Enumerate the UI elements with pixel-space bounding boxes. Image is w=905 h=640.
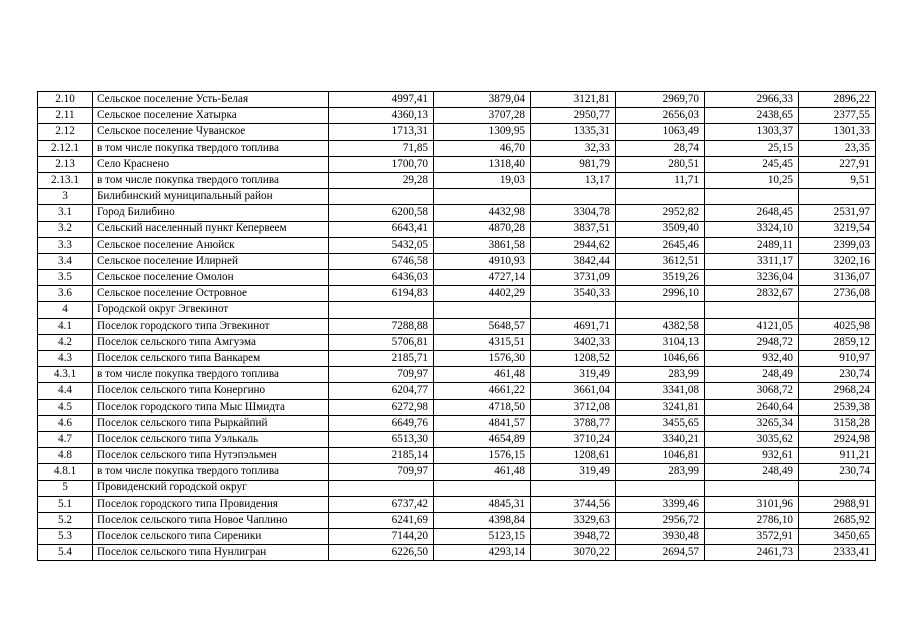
value-cell: 1046,81 (616, 448, 705, 464)
value-cell: 2988,91 (799, 496, 876, 512)
value-cell: 245,45 (705, 156, 799, 172)
value-cell: 32,33 (531, 140, 616, 156)
value-cell: 13,17 (531, 172, 616, 188)
table-row (38, 189, 876, 205)
value-cell: 6513,30 (329, 431, 434, 447)
value-cell (616, 189, 705, 205)
value-cell: 2924,98 (799, 431, 876, 447)
value-cell: 227,91 (799, 156, 876, 172)
value-cell: 2956,72 (616, 512, 705, 528)
value-cell: 280,51 (616, 156, 705, 172)
value-cell: 6746,58 (329, 253, 434, 269)
value-cell: 19,03 (434, 172, 531, 188)
value-cell: 6649,76 (329, 415, 434, 431)
row-name-cell: Поселок сельского типа Уэлькаль (93, 431, 329, 447)
value-cell: 3035,62 (705, 431, 799, 447)
value-cell: 3219,54 (799, 221, 876, 237)
value-cell: 6226,50 (329, 545, 434, 561)
row-name-cell: Сельское поселение Чуванское (93, 124, 329, 140)
value-cell: 981,79 (531, 156, 616, 172)
value-cell: 4997,41 (329, 92, 434, 108)
value-cell: 3837,51 (531, 221, 616, 237)
table-row (38, 237, 876, 253)
value-cell: 230,74 (799, 464, 876, 480)
value-cell: 3540,33 (531, 286, 616, 302)
row-number-cell: 2.11 (38, 108, 93, 124)
value-cell: 4691,71 (531, 318, 616, 334)
value-cell: 3788,77 (531, 415, 616, 431)
value-cell: 2399,03 (799, 237, 876, 253)
value-cell: 4293,14 (434, 545, 531, 561)
row-name-cell: Поселок сельского типа Конергино (93, 383, 329, 399)
row-number-cell: 5 (38, 480, 93, 496)
value-cell (329, 189, 434, 205)
value-cell: 4360,13 (329, 108, 434, 124)
value-cell: 4402,29 (434, 286, 531, 302)
value-cell: 3121,81 (531, 92, 616, 108)
value-cell: 2969,70 (616, 92, 705, 108)
value-cell: 71,85 (329, 140, 434, 156)
row-name-cell: Сельское поселение Островное (93, 286, 329, 302)
value-cell: 3707,28 (434, 108, 531, 124)
value-cell: 3136,07 (799, 270, 876, 286)
table-row (38, 205, 876, 221)
value-cell: 2461,73 (705, 545, 799, 561)
value-cell: 2859,12 (799, 334, 876, 350)
row-name-cell: Билибинский муниципальный район (93, 189, 329, 205)
value-cell: 6436,03 (329, 270, 434, 286)
value-cell: 4398,84 (434, 512, 531, 528)
value-cell: 6194,83 (329, 286, 434, 302)
table-row (38, 448, 876, 464)
value-cell: 3068,72 (705, 383, 799, 399)
value-cell: 3861,58 (434, 237, 531, 253)
value-cell: 461,48 (434, 367, 531, 383)
value-cell: 3101,96 (705, 496, 799, 512)
row-number-cell: 4.3.1 (38, 367, 93, 383)
row-name-cell: Сельское поселение Хатырка (93, 108, 329, 124)
value-cell: 4654,89 (434, 431, 531, 447)
value-cell (799, 480, 876, 496)
value-cell: 248,49 (705, 367, 799, 383)
row-number-cell: 2.10 (38, 92, 93, 108)
row-name-cell: Сельское поселение Усть-Белая (93, 92, 329, 108)
row-name-cell: Поселок сельского типа Нунлигран (93, 545, 329, 561)
row-name-cell: Сельское поселение Анюйск (93, 237, 329, 253)
value-cell: 461,48 (434, 464, 531, 480)
table-row (38, 529, 876, 545)
table-row (38, 383, 876, 399)
value-cell: 2832,67 (705, 286, 799, 302)
data-table (37, 91, 876, 561)
table-row (38, 286, 876, 302)
value-cell: 7288,88 (329, 318, 434, 334)
row-number-cell: 3.6 (38, 286, 93, 302)
table-row (38, 431, 876, 447)
value-cell (705, 480, 799, 496)
value-cell: 46,70 (434, 140, 531, 156)
table-row (38, 545, 876, 561)
value-cell: 4727,14 (434, 270, 531, 286)
value-cell: 2966,33 (705, 92, 799, 108)
row-number-cell: 5.4 (38, 545, 93, 561)
value-cell: 3402,33 (531, 334, 616, 350)
value-cell (705, 189, 799, 205)
value-cell: 1208,52 (531, 351, 616, 367)
row-number-cell: 3 (38, 189, 93, 205)
value-cell: 1713,31 (329, 124, 434, 140)
value-cell: 3509,40 (616, 221, 705, 237)
value-cell (531, 302, 616, 318)
value-cell: 6737,42 (329, 496, 434, 512)
value-cell: 4025,98 (799, 318, 876, 334)
value-cell: 6204,77 (329, 383, 434, 399)
row-number-cell: 2.13 (38, 156, 93, 172)
row-name-cell: Сельский населенный пункт Кепервеем (93, 221, 329, 237)
value-cell (531, 480, 616, 496)
table-row (38, 334, 876, 350)
value-cell: 2996,10 (616, 286, 705, 302)
row-name-cell: Провиденский городской округ (93, 480, 329, 496)
value-cell: 25,15 (705, 140, 799, 156)
value-cell: 6200,58 (329, 205, 434, 221)
row-number-cell: 4.5 (38, 399, 93, 415)
row-name-cell: Село Краснено (93, 156, 329, 172)
row-name-cell: Поселок городского типа Эгвекинот (93, 318, 329, 334)
value-cell: 283,99 (616, 464, 705, 480)
table-row (38, 253, 876, 269)
value-cell: 3744,56 (531, 496, 616, 512)
value-cell: 5123,15 (434, 529, 531, 545)
value-cell: 3236,04 (705, 270, 799, 286)
value-cell: 4432,98 (434, 205, 531, 221)
value-cell: 1301,33 (799, 124, 876, 140)
value-cell: 283,99 (616, 367, 705, 383)
value-cell: 3304,78 (531, 205, 616, 221)
value-cell: 709,97 (329, 367, 434, 383)
row-number-cell: 4.2 (38, 334, 93, 350)
value-cell: 2736,08 (799, 286, 876, 302)
row-number-cell: 5.2 (38, 512, 93, 528)
row-name-cell: Поселок сельского типа Сиреники (93, 529, 329, 545)
table-row (38, 108, 876, 124)
value-cell: 2640,64 (705, 399, 799, 415)
value-cell: 709,97 (329, 464, 434, 480)
value-cell: 2685,92 (799, 512, 876, 528)
table-body (38, 92, 876, 561)
value-cell: 4382,58 (616, 318, 705, 334)
value-cell: 2438,65 (705, 108, 799, 124)
value-cell: 1335,31 (531, 124, 616, 140)
value-cell: 4315,51 (434, 334, 531, 350)
value-cell: 1576,15 (434, 448, 531, 464)
value-cell: 3731,09 (531, 270, 616, 286)
value-cell: 2185,71 (329, 351, 434, 367)
table-row (38, 92, 876, 108)
value-cell: 3311,17 (705, 253, 799, 269)
value-cell: 2948,72 (705, 334, 799, 350)
value-cell: 2333,41 (799, 545, 876, 561)
table-row (38, 318, 876, 334)
value-cell: 2531,97 (799, 205, 876, 221)
table-row (38, 140, 876, 156)
value-cell (705, 302, 799, 318)
row-name-cell: Сельское поселение Илирней (93, 253, 329, 269)
value-cell (799, 189, 876, 205)
value-cell: 3519,26 (616, 270, 705, 286)
table-row (38, 156, 876, 172)
value-cell: 1303,37 (705, 124, 799, 140)
value-cell: 28,74 (616, 140, 705, 156)
table-row (38, 367, 876, 383)
value-cell: 3450,65 (799, 529, 876, 545)
value-cell: 230,74 (799, 367, 876, 383)
row-name-cell: в том числе покупка твердого топлива (93, 140, 329, 156)
value-cell: 4910,93 (434, 253, 531, 269)
table-row (38, 351, 876, 367)
value-cell: 3104,13 (616, 334, 705, 350)
table-row (38, 270, 876, 286)
value-cell: 3710,24 (531, 431, 616, 447)
row-number-cell: 3.1 (38, 205, 93, 221)
value-cell: 4870,28 (434, 221, 531, 237)
value-cell: 3241,81 (616, 399, 705, 415)
value-cell: 2896,22 (799, 92, 876, 108)
row-name-cell: Поселок сельского типа Ванкарем (93, 351, 329, 367)
row-number-cell: 3.5 (38, 270, 93, 286)
value-cell: 910,97 (799, 351, 876, 367)
value-cell: 3661,04 (531, 383, 616, 399)
row-number-cell: 2.13.1 (38, 172, 93, 188)
row-name-cell: в том числе покупка твердого топлива (93, 464, 329, 480)
table-row (38, 415, 876, 431)
value-cell: 4121,05 (705, 318, 799, 334)
row-number-cell: 4.1 (38, 318, 93, 334)
value-cell: 3879,04 (434, 92, 531, 108)
value-cell: 2944,62 (531, 237, 616, 253)
row-name-cell: Поселок городского типа Провидения (93, 496, 329, 512)
value-cell: 4845,31 (434, 496, 531, 512)
value-cell: 3930,48 (616, 529, 705, 545)
value-cell: 1576,30 (434, 351, 531, 367)
table-row (38, 496, 876, 512)
value-cell: 932,40 (705, 351, 799, 367)
row-name-cell: в том числе покупка твердого топлива (93, 172, 329, 188)
value-cell: 7144,20 (329, 529, 434, 545)
row-number-cell: 2.12.1 (38, 140, 93, 156)
value-cell (434, 302, 531, 318)
value-cell: 23,35 (799, 140, 876, 156)
row-name-cell: Поселок сельского типа Рыркайпий (93, 415, 329, 431)
row-number-cell: 3.3 (38, 237, 93, 253)
value-cell: 3341,08 (616, 383, 705, 399)
value-cell: 2952,82 (616, 205, 705, 221)
value-cell: 29,28 (329, 172, 434, 188)
row-name-cell: Поселок городского типа Мыс Шмидта (93, 399, 329, 415)
value-cell (531, 189, 616, 205)
value-cell (434, 480, 531, 496)
value-cell: 5432,05 (329, 237, 434, 253)
value-cell (616, 480, 705, 496)
value-cell: 3399,46 (616, 496, 705, 512)
value-cell: 9,51 (799, 172, 876, 188)
table-row (38, 124, 876, 140)
row-number-cell: 3.4 (38, 253, 93, 269)
row-number-cell: 5.1 (38, 496, 93, 512)
value-cell: 3202,16 (799, 253, 876, 269)
value-cell: 932,61 (705, 448, 799, 464)
value-cell (329, 480, 434, 496)
value-cell (434, 189, 531, 205)
value-cell: 2968,24 (799, 383, 876, 399)
row-number-cell: 4.8 (38, 448, 93, 464)
value-cell: 3340,21 (616, 431, 705, 447)
value-cell: 2185,14 (329, 448, 434, 464)
value-cell: 6643,41 (329, 221, 434, 237)
row-name-cell: Городской округ Эгвекинот (93, 302, 329, 318)
value-cell: 3572,91 (705, 529, 799, 545)
table-row (38, 480, 876, 496)
value-cell: 1046,66 (616, 351, 705, 367)
value-cell (799, 302, 876, 318)
row-name-cell: Поселок сельского типа Амгуэма (93, 334, 329, 350)
value-cell: 319,49 (531, 367, 616, 383)
value-cell: 2656,03 (616, 108, 705, 124)
value-cell: 1700,70 (329, 156, 434, 172)
row-name-cell: в том числе покупка твердого топлива (93, 367, 329, 383)
value-cell: 3070,22 (531, 545, 616, 561)
value-cell: 2950,77 (531, 108, 616, 124)
row-name-cell: Поселок сельского типа Нутэпэльмен (93, 448, 329, 464)
value-cell: 2648,45 (705, 205, 799, 221)
value-cell: 10,25 (705, 172, 799, 188)
row-number-cell: 4.7 (38, 431, 93, 447)
value-cell: 2377,55 (799, 108, 876, 124)
value-cell: 5648,57 (434, 318, 531, 334)
value-cell: 3265,34 (705, 415, 799, 431)
value-cell: 6272,98 (329, 399, 434, 415)
value-cell: 11,71 (616, 172, 705, 188)
row-number-cell: 4.3 (38, 351, 93, 367)
table-row (38, 302, 876, 318)
value-cell: 911,21 (799, 448, 876, 464)
row-name-cell: Город Билибино (93, 205, 329, 221)
value-cell: 1063,49 (616, 124, 705, 140)
value-cell: 319,49 (531, 464, 616, 480)
row-number-cell: 4 (38, 302, 93, 318)
value-cell: 1309,95 (434, 124, 531, 140)
value-cell: 2539,38 (799, 399, 876, 415)
value-cell: 2489,11 (705, 237, 799, 253)
value-cell: 248,49 (705, 464, 799, 480)
value-cell: 1318,40 (434, 156, 531, 172)
value-cell: 3948,72 (531, 529, 616, 545)
table-row (38, 399, 876, 415)
row-name-cell: Сельское поселение Омолон (93, 270, 329, 286)
row-number-cell: 5.3 (38, 529, 93, 545)
row-number-cell: 2.12 (38, 124, 93, 140)
table-row (38, 512, 876, 528)
value-cell: 3324,10 (705, 221, 799, 237)
value-cell: 3455,65 (616, 415, 705, 431)
value-cell: 3712,08 (531, 399, 616, 415)
table-row (38, 221, 876, 237)
value-cell (329, 302, 434, 318)
value-cell (616, 302, 705, 318)
value-cell: 3842,44 (531, 253, 616, 269)
value-cell: 3158,28 (799, 415, 876, 431)
value-cell: 4718,50 (434, 399, 531, 415)
value-cell: 2786,10 (705, 512, 799, 528)
value-cell: 2694,57 (616, 545, 705, 561)
value-cell: 3612,51 (616, 253, 705, 269)
table-row (38, 464, 876, 480)
value-cell: 2645,46 (616, 237, 705, 253)
row-number-cell: 4.6 (38, 415, 93, 431)
row-number-cell: 4.8.1 (38, 464, 93, 480)
value-cell: 4841,57 (434, 415, 531, 431)
value-cell: 6241,69 (329, 512, 434, 528)
value-cell: 5706,81 (329, 334, 434, 350)
row-number-cell: 3.2 (38, 221, 93, 237)
value-cell: 3329,63 (531, 512, 616, 528)
row-number-cell: 4.4 (38, 383, 93, 399)
row-name-cell: Поселок сельского типа Новое Чаплино (93, 512, 329, 528)
value-cell: 4661,22 (434, 383, 531, 399)
table-row (38, 172, 876, 188)
value-cell: 1208,61 (531, 448, 616, 464)
